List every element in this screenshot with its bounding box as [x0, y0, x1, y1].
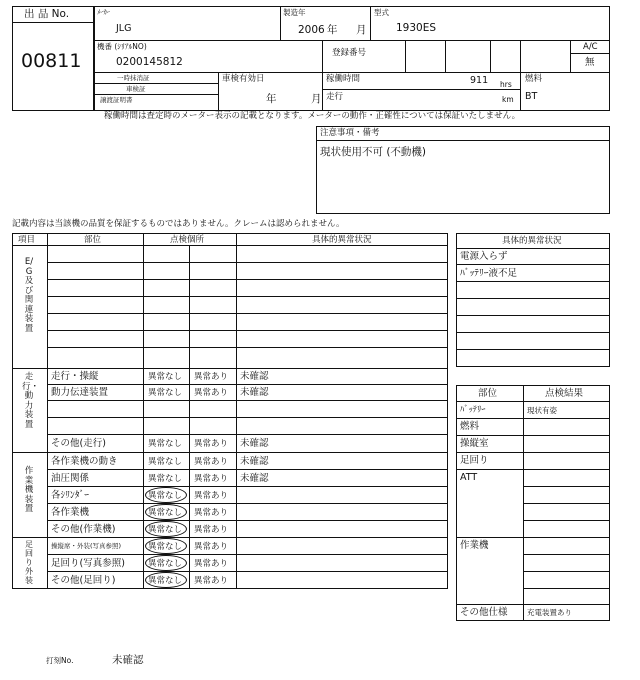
row-ng: 異常あり: [194, 508, 229, 518]
row-ng: 異常あり: [194, 525, 229, 535]
detail-header: 具体的異常状況: [502, 236, 562, 246]
header-check: 点検個所: [170, 235, 205, 245]
row-ok: 異常なし: [148, 474, 183, 484]
fuel-label: 燃料: [525, 74, 543, 84]
row-part: 油圧関係: [51, 473, 90, 484]
row-part: 操縦席・外装(写真参照): [51, 542, 122, 550]
fuel-value: BT: [525, 91, 538, 102]
row-ng: 異常あり: [194, 559, 229, 569]
result-work: 作業機: [460, 540, 489, 551]
result-foot: 足回り: [460, 455, 489, 466]
result-other-spec: その他仕様: [460, 607, 508, 618]
row-status: 未確認: [240, 387, 269, 398]
model-label: 型式: [374, 8, 389, 17]
ac-value: 無: [585, 57, 595, 68]
temp-cert-label: 一時抹消証: [117, 74, 150, 82]
row-ng: 異常あり: [194, 457, 229, 467]
row-ok: 異常なし: [148, 525, 183, 535]
row-ok: 異常なし: [148, 372, 183, 382]
row-status: 未確認: [240, 456, 269, 467]
row-ng: 異常あり: [194, 576, 229, 586]
row-status: 未確認: [240, 473, 269, 484]
row-status: 未確認: [240, 371, 269, 382]
result-battery-value: 現状有姿: [527, 406, 557, 415]
year-label: 製造年: [283, 8, 306, 17]
row-part: 各ｼﾘﾝﾀﾞｰ: [51, 490, 90, 501]
serial-label: 機番 (ｼﾘｱﾙNO): [97, 42, 147, 51]
result-battery: ﾊﾞｯﾃﾘｰ: [460, 405, 486, 415]
result-fuel: 燃料: [460, 421, 480, 432]
hours-label: 稼働時間: [326, 74, 361, 84]
row-ng: 異常あり: [194, 388, 229, 398]
detail-line: ﾊﾞｯﾃﾘｰ液不足: [460, 268, 518, 279]
vehicle-cert-label: 車検証: [126, 85, 146, 93]
ac-label: A/C: [583, 42, 598, 52]
row-ok: 異常なし: [148, 388, 183, 398]
result-att: ATT: [460, 472, 478, 483]
disclaimer: 記載内容は当該機の品質を保証するものではありません。クレームは認められません。: [12, 219, 345, 229]
row-ok: 異常なし: [148, 491, 183, 501]
row-ng: 異常あり: [194, 542, 229, 552]
inspection-label: 車検有効日: [222, 74, 265, 84]
row-ng: 異常あり: [194, 439, 229, 449]
maker-value: JLG: [116, 23, 132, 34]
inspection-year-unit: 年: [266, 93, 277, 105]
stamp-value: 未確認: [112, 654, 144, 666]
transfer-cert-label: 譲渡証明書: [100, 96, 133, 104]
result-part-header: 部位: [478, 388, 498, 399]
header-item: 項目: [18, 235, 36, 245]
model-value: 1930ES: [396, 22, 437, 34]
row-ok: 異常なし: [148, 508, 183, 518]
hours-value: 911: [470, 75, 489, 86]
month-unit: 月: [356, 24, 367, 36]
km-unit: km: [502, 95, 514, 104]
maker-label: ﾒｰｶｰ: [97, 8, 110, 16]
row-part: 走行・操縦: [51, 371, 99, 382]
row-part: 各作業機: [51, 507, 90, 518]
row-part: 足回り(写真参照): [51, 558, 125, 569]
row-part: 動力伝達装置: [51, 387, 109, 398]
result-cockpit: 操縦室: [460, 438, 489, 449]
remarks-label: 注意事項・備考: [320, 128, 380, 138]
category-work: 作業機装置: [24, 466, 34, 515]
row-part: その他(走行): [51, 438, 106, 449]
row-part: その他(作業機): [51, 524, 116, 535]
registration-label: 登録番号: [332, 48, 367, 58]
category-drive: 走行・動力装置: [22, 372, 40, 430]
exhibit-label: 出 品 No.: [24, 8, 70, 20]
row-ok: 異常なし: [148, 439, 183, 449]
hours-unit: hrs: [500, 80, 512, 89]
year-unit: 年: [327, 24, 338, 36]
row-ok: 異常なし: [148, 559, 183, 569]
row-ok: 異常なし: [148, 542, 183, 552]
row-ng: 異常あり: [194, 372, 229, 382]
category-foot: 足回り外装: [25, 540, 33, 585]
result-other-spec-value: 充電装置あり: [527, 608, 572, 617]
row-ng: 異常あり: [194, 474, 229, 484]
year-value: 2006: [298, 24, 325, 36]
travel-label: 走行: [326, 92, 344, 102]
inspection-month-unit: 月: [311, 93, 322, 105]
row-ok: 異常なし: [148, 576, 183, 586]
category-engine: E/G及び関連装置: [24, 257, 34, 334]
result-header: 点検結果: [545, 388, 584, 399]
exhibit-number: 00811: [21, 50, 82, 72]
row-status: 未確認: [240, 438, 269, 449]
header-detail: 具体的異常状況: [312, 235, 372, 245]
row-ng: 異常あり: [194, 491, 229, 501]
row-part: 各作業機の動き: [51, 456, 118, 467]
row-ok: 異常なし: [148, 457, 183, 467]
detail-line: 電源入らず: [460, 251, 508, 262]
serial-value: 0200145812: [116, 56, 183, 68]
meter-note: 稼働時間は査定時のメーター表示の記載となります。メーターの動作・正確性については保証いたしません。: [104, 111, 521, 121]
stamp-label: 打刻No.: [46, 656, 74, 665]
remarks-text: 現状使用不可 (不動機): [320, 146, 427, 158]
header-part: 部位: [84, 235, 102, 245]
row-part: その他(足回り): [51, 575, 116, 586]
